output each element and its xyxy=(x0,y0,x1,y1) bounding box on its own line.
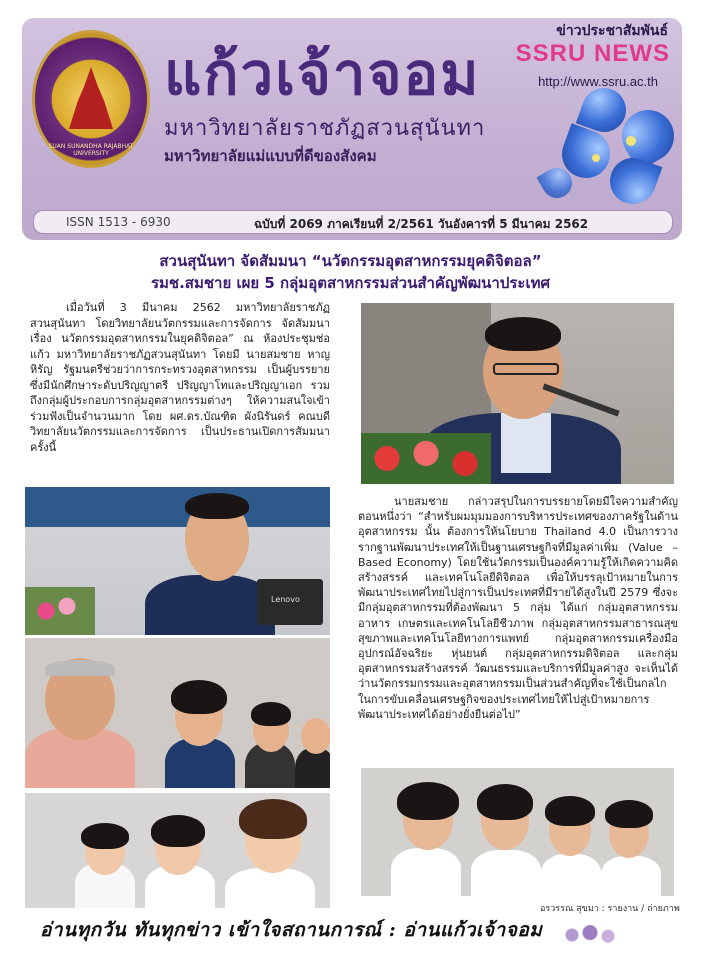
photo-audience-guests xyxy=(25,638,330,788)
article-paragraph-1: เมื่อวันที่ 3 มีนาคม 2562 มหาวิทยาลัยราชภัฏสวนสุนันทา โดยวิทยาลัยนวัตกรรมและการจัดการ จัดสัมมนาเรื่อง นวัตกรรมอุตสาหกรรมในยุคดิจิตอล” ณ ห้องประชุมช่อแก้ว มหาวิทยาลัยราชภัฏสวนสุนันทา โดยมี นายสมชาย หาญหิรัญ รัฐมนตรีช่วยว่าการกระทรวงอุตสาหกรรม เป็นผู้บรรยาย ซึ่งมีนักศึกษาระดับปริญญาตรี ปริญญาโทและปริญญาเอก รวมถึงกลุ่มผู้ประกอบการกลุ่มอุตสาหกรรมต่างๆ ให้ความสนใจเข้าร่วมฟังเป็นจำนวนมาก โดย ผศ.ดร.บัณฑิต ผังนิรันดร์ คณบดีวิทยาลัยนวัตกรรมและการจัดการ เป็นประธานเปิดการสัมมนาครั้งนี้ xyxy=(30,301,330,454)
ssru-news-brand: SSRU NEWS xyxy=(515,40,670,67)
article-paragraph-2: นายสมชาย กล่าวสรุปในการบรรยายโดยมีใจความสำคัญตอนหนึ่งว่า “สำหรับผมมุมมองการบริหารประเทศของภาครัฐในด้านอุตสาหกรรม นั้น ต้องการให้นโยบาย Thailand 4.0 เป็นการวางรากฐานพัฒนาประเทศให้เป็นฐานเศรษฐกิจที่มีมูลค่าเพิ่ม (Value –Based Economy) โดยใช้นวัตกรรมเป็นองค์ความรู้ให้เกิดความคิดสร้างสรรค์ และเทคโนโลยีดิจิตอล เพื่อให้บรรลุเป้าหมายในการพัฒนาประเทศไทยไปสู่การเป็นประเทศที่มีรายได้สูงในปี 2579 ซึ่งจะมีกลุ่มอุตสาหกรรมที่ต้องพัฒนา 5 กลุ่ม ได้แก่ กลุ่มอุตสาหกรรมอาหาร เกษตรและเทคโนโลยีชีวภาพ กลุ่มอุตสาหกรรมสาธารณสุข สุขภาพและเทคโนโลยีทางการแพทย์ กลุ่มอุตสาหกรรมเครื่องมืออุปกรณ์อัจฉริยะ หุ่นยนต์ กลุ่มอุตสาหกรรมดิจิตอล และกลุ่มอุตสาหกรรมสร้างสรรค์ วัฒนธรรมและบริการที่มีมูลค่าสูง จะเห็นได้ว่านวัตกรรมกรรมและอุตสาหกรรมเป็นส่วนสำคัญที่จะใช้เป็นกลไกในการขับเคลื่อนเศรษฐกิจของประเทศไทยให้ไปสู่เป้าหมายการพัฒนาประเทศได้อย่างยั่งยืนต่อไป” xyxy=(358,495,678,721)
university-name: มหาวิทยาลัยราชภัฏสวนสุนันทา xyxy=(164,116,486,141)
website-url[interactable]: http://www.ssru.ac.th xyxy=(538,74,658,89)
issn: ISSN 1513 - 6930 xyxy=(66,215,171,229)
footer xyxy=(0,915,701,955)
issue-bar xyxy=(33,210,673,234)
headline-line-1: สวนสุนันทา จัดสัมมนา “นวัตกรรมอุตสาหกรรมยุคดิจิตอล” xyxy=(159,252,542,270)
logo-emblem-icon xyxy=(69,67,113,129)
university-logo xyxy=(32,30,150,168)
photo-speaker-podium xyxy=(25,487,330,635)
issue-info: ฉบับที่ 2069 ภาคเรียนที่ 2/2561 วันอังคารที่ 5 มีนาคม 2562 xyxy=(254,217,589,231)
headline-line-2: รมช.สมชาย เผย 5 กลุ่มอุตสาหกรรมส่วนสำคัญพัฒนาประเทศ xyxy=(150,274,551,292)
footer-slogan: อ่านทุกวัน ทันทุกข่าว เข้าใจสถานการณ์ : อ่านแก้วเจ้าจอม xyxy=(40,919,543,941)
photo-speaker-smiling xyxy=(361,303,674,484)
tagline: มหาวิทยาลัยแม่แบบที่ดีของสังคม xyxy=(164,147,377,165)
newsletter-title: แก้วเจ้าจอม xyxy=(164,40,481,108)
photo-students-right xyxy=(361,768,674,896)
news-label: ข่าวประชาสัมพันธ์ xyxy=(556,23,668,39)
photo-students-left xyxy=(25,793,330,908)
photo-caption: อรวรรณ สุขมา : รายงาน / ถ่ายภาพ xyxy=(540,904,680,914)
flower-footer-icon xyxy=(560,923,620,947)
laptop-brand: Lenovo xyxy=(271,595,300,604)
masthead xyxy=(22,18,682,240)
logo-text: SUAN SUNANDHA RAJABHAT UNIVERSITY xyxy=(48,143,134,157)
